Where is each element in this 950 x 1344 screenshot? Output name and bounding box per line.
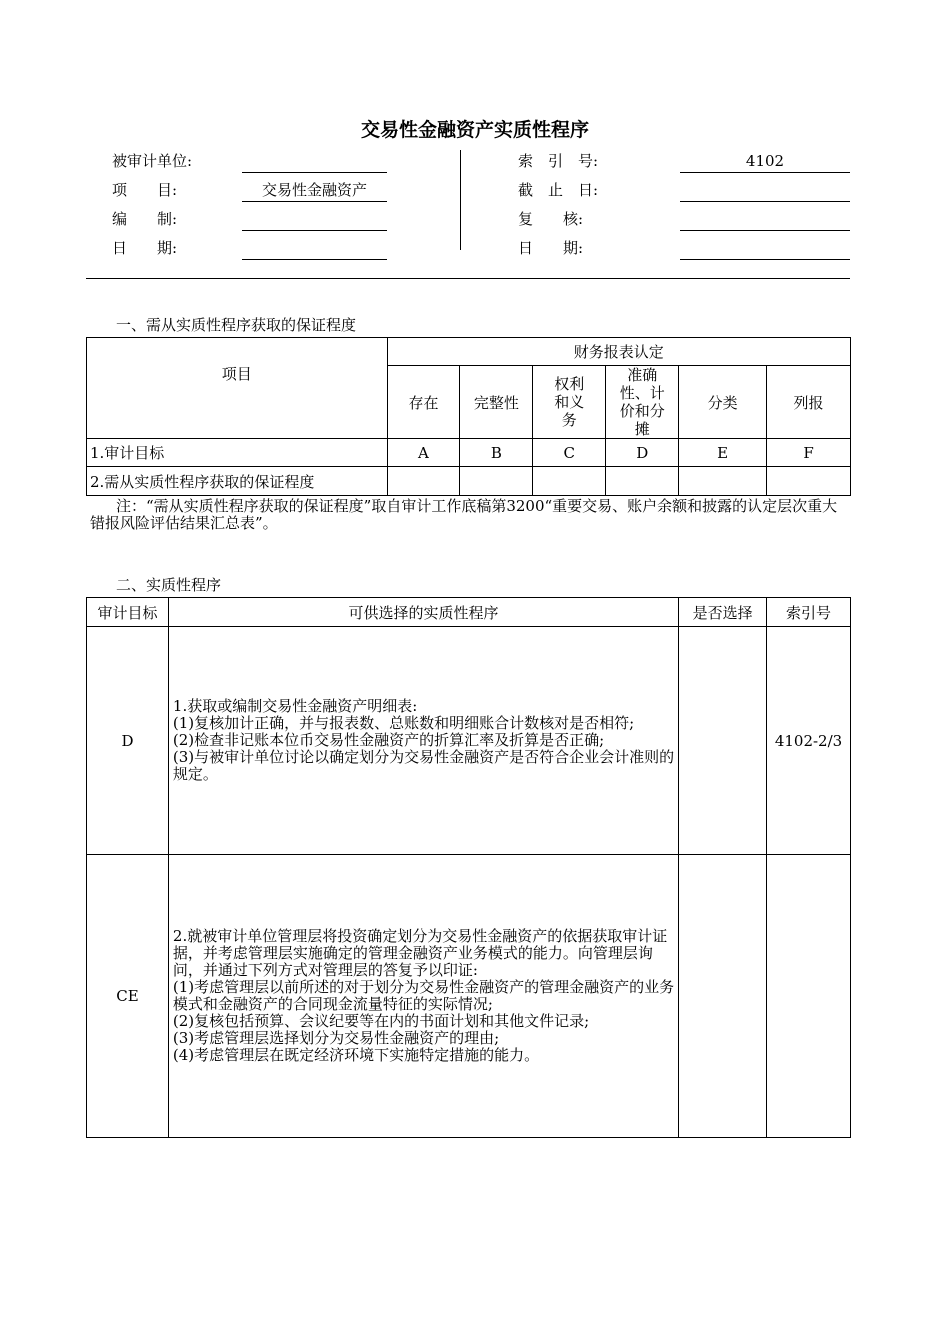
table-row: [87, 467, 851, 496]
assertion-header: 完整性: [460, 366, 533, 439]
header-separator: [86, 278, 850, 279]
reviewer-field[interactable]: [680, 208, 850, 231]
header-divider: [460, 150, 461, 250]
item-field[interactable]: 交易性金融资产: [242, 179, 387, 202]
table-cell: E: [679, 439, 767, 467]
table-cell[interactable]: [606, 467, 679, 496]
assertion-header: 分类: [679, 366, 767, 439]
procedure-line: 2.就被审计单位管理层将投资确定划分为交易性金融资产的依据获取审计证据，并考虑管理层实施确定的管理金融资产业务模式的能力。向管理层询问，并通过下列方式对管理层的答复予以印证:: [172, 927, 668, 979]
assertion-header: 权利和义务: [533, 366, 606, 439]
header-label-date-left: 日 期:: [112, 239, 178, 257]
date-field-right[interactable]: [680, 237, 850, 260]
section1-heading: 一、需从实质性程序获取的保证程度: [116, 316, 357, 334]
table-cell: C: [533, 439, 606, 467]
audit-target: CE: [87, 855, 169, 1138]
procedures-table: [86, 597, 851, 1138]
selected-cell[interactable]: [679, 855, 767, 1138]
row-label: 1.审计目标: [87, 439, 388, 467]
target-header: 审计目标: [87, 598, 169, 627]
table-cell[interactable]: [767, 467, 851, 496]
procedure-line: (4)考虑管理层在既定经济环境下实施特定措施的能力。: [172, 1046, 540, 1064]
assertion-group-header: 财务报表认定: [387, 338, 850, 366]
table-cell: D: [606, 439, 679, 467]
audit-target: D: [87, 627, 169, 855]
note-text: 注：“需从实质性程序获取的保证程度”取自审计工作底稿第3200“重要交易、账户余额和披露的认定层次重大错报风险评估结果汇总表”。: [90, 497, 838, 532]
table-cell: F: [767, 439, 851, 467]
table-cell: B: [460, 439, 533, 467]
table-row: [87, 439, 851, 467]
header-label-index: 索 引 号:: [518, 152, 599, 170]
selected-cell[interactable]: [679, 627, 767, 855]
table-cell[interactable]: [533, 467, 606, 496]
header-label-preparer: 编 制:: [112, 210, 178, 228]
procedure-header: 可供选择的实质性程序: [168, 598, 678, 627]
assertion-header: 准确性、计价和分摊: [606, 366, 679, 439]
header-label-item: 项 目:: [112, 181, 178, 199]
table-cell[interactable]: [387, 467, 460, 496]
procedure-line: 1.获取或编制交易性金融资产明细表:: [172, 697, 418, 715]
header-label-entity: 被审计单位:: [112, 152, 193, 170]
row-label: 2.需从实质性程序获取的保证程度: [87, 467, 388, 496]
header-label-reviewer: 复 核:: [518, 210, 584, 228]
procedure-text: [168, 855, 678, 1138]
procedure-line: (3)与被审计单位讨论以确定划分为交易性金融资产是否符合企业会计准则的规定。: [172, 748, 675, 783]
index-cell: 4102-2/3: [767, 627, 851, 855]
procedure-line: (3)考虑管理层选择划分为交易性金融资产的理由;: [172, 1029, 500, 1047]
assertion-header: 存在: [387, 366, 460, 439]
assurance-table: [86, 337, 851, 496]
index-field[interactable]: 4102: [680, 150, 850, 173]
header-label-date-right: 日 期:: [518, 239, 584, 257]
entity-field[interactable]: [242, 150, 387, 173]
table-cell[interactable]: [460, 467, 533, 496]
table-cell[interactable]: [679, 467, 767, 496]
procedure-line: (1)考虑管理层以前所述的对于划分为交易性金融资产的管理金融资产的业务模式和金融资产的合同现金流量特征的实际情况;: [172, 978, 675, 1013]
date-field-left[interactable]: [242, 237, 387, 260]
page-title: 交易性金融资产实质性程序: [360, 119, 589, 141]
table-cell: A: [387, 439, 460, 467]
index-cell: [767, 855, 851, 1138]
table-row: [87, 627, 851, 855]
table-row: [87, 855, 851, 1138]
item-header: 项目: [87, 338, 388, 439]
header-label-cutoff: 截 止 日:: [518, 181, 599, 199]
procedure-line: (2)复核包括预算、会议纪要等在内的书面计划和其他文件记录;: [172, 1012, 590, 1030]
assertion-header: 列报: [767, 366, 851, 439]
cutoff-field[interactable]: [680, 179, 850, 202]
section2-heading: 二、实质性程序: [116, 576, 222, 594]
procedure-line: (1)复核加计正确，并与报表数、总账数和明细账合计数核对是否相符;: [172, 714, 635, 732]
selected-header: 是否选择: [679, 598, 767, 627]
procedure-line: (2)检查非记账本位币交易性金融资产的折算汇率及折算是否正确;: [172, 731, 605, 749]
index-header: 索引号: [767, 598, 851, 627]
procedure-text: [168, 627, 678, 855]
preparer-field[interactable]: [242, 208, 387, 231]
